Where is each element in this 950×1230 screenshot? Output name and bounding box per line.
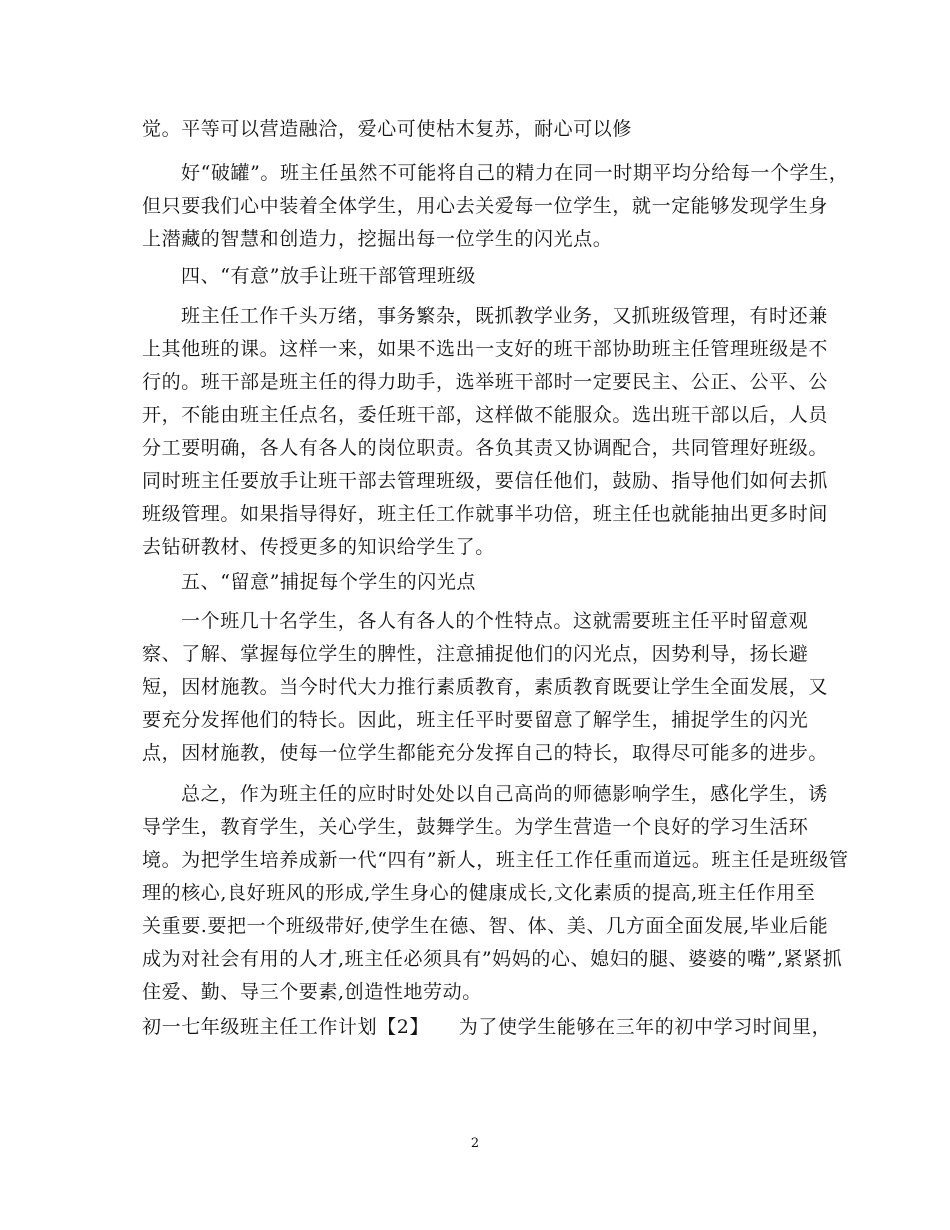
text-line: 住爱、勤、导三个要素,创造性地劳动。 — [142, 981, 482, 1003]
text-line: 班主任工作千头万绪，事务繁杂，既抓教学业务，又抓班级管理，有时还兼 — [181, 305, 828, 327]
text-line: 好“破罐”。班主任虽然不可能将自己的精力在同一时期平均分给每一个学生， — [181, 162, 849, 184]
text-line: 一个班几十名学生，各人有各人的个性特点。这就需要班主任平时留意观 — [181, 610, 809, 632]
text-line: 初一七年级班主任工作计划【2】 为了使学生能够在三年的初中学习时间里， — [142, 1016, 832, 1038]
text-line: 察、了解、掌握每位学生的脾性，注意捕捉他们的闪光点，因势利导，扬长避 — [142, 643, 809, 665]
text-line: 行的。班干部是班主任的得力助手，选举班干部时一定要民主、公正、公平、公 — [142, 371, 829, 393]
text-line: 要充分发挥他们的特长。因此，班主任平时要留意了解学生，捕捉学生的闪光 — [142, 709, 809, 731]
text-line: 班级管理。如果指导得好，班主任工作就事半功倍，班主任也就能抽出更多时间 — [142, 503, 829, 525]
text-line: 去钻研教材、传授更多的知识给学生了。 — [142, 536, 495, 558]
text-line: 点，因材施教，使每一位学生都能充分发挥自己的特长，取得尽可能多的进步。 — [142, 742, 829, 764]
text-line: 上潜藏的智慧和创造力，挖掘出每一位学生的闪光点。 — [142, 228, 613, 250]
text-line: 上其他班的课。这样一来，如果不选出一支好的班干部协助班主任管理班级是不 — [142, 338, 829, 360]
text-line: 成为对社会有用的人才,班主任必须具有”妈妈的心、媳妇的腿、婆婆的嘴”,紧紧抓 — [142, 948, 843, 970]
text-line: 导学生，教育学生，关心学生，鼓舞学生。为学生营造一个良好的学习生活环 — [142, 816, 809, 838]
text-line: 境。为把学生培养成新一代“四有”新人，班主任工作任重而道远。班主任是班级管 — [142, 849, 849, 871]
section-heading: 五、“留意”捕捉每个学生的闪光点 — [181, 571, 477, 593]
text-line: 分工要明确，各人有各人的岗位职责。各负其责又协调配合，共同管理好班级。 — [142, 437, 829, 459]
text-line: 但只要我们心中装着全体学生，用心去关爱每一位学生，就一定能够发现学生身 — [142, 195, 829, 217]
page-number: 2 — [470, 1136, 480, 1151]
text-line: 总之，作为班主任的应时时处处以自己高尚的师德影响学生，感化学生，诱 — [181, 783, 828, 805]
text-line: 开，不能由班主任点名，委任班干部，这样做不能服众。选出班干部以后，人员 — [142, 404, 829, 426]
text-line: 同时班主任要放手让班干部去管理班级，要信任他们，鼓励、指导他们如何去抓 — [142, 470, 829, 492]
text-line: 理的核心,良好班风的形成,学生身心的健康成长,文化素质的提高,班主任作用至 — [142, 882, 816, 904]
section-heading: 四、“有意”放手让班干部管理班级 — [181, 265, 477, 287]
text-line: 短，因材施教。当今时代大力推行素质教育，素质教育既要让学生全面发展，又 — [142, 676, 829, 698]
text-line: 关重要.要把一个班级带好,使学生在德、智、体、美、几方面全面发展,毕业后能 — [142, 915, 829, 937]
text-line: 觉。平等可以营造融洽，爱心可使枯木复苏，耐心可以修 — [142, 118, 633, 140]
